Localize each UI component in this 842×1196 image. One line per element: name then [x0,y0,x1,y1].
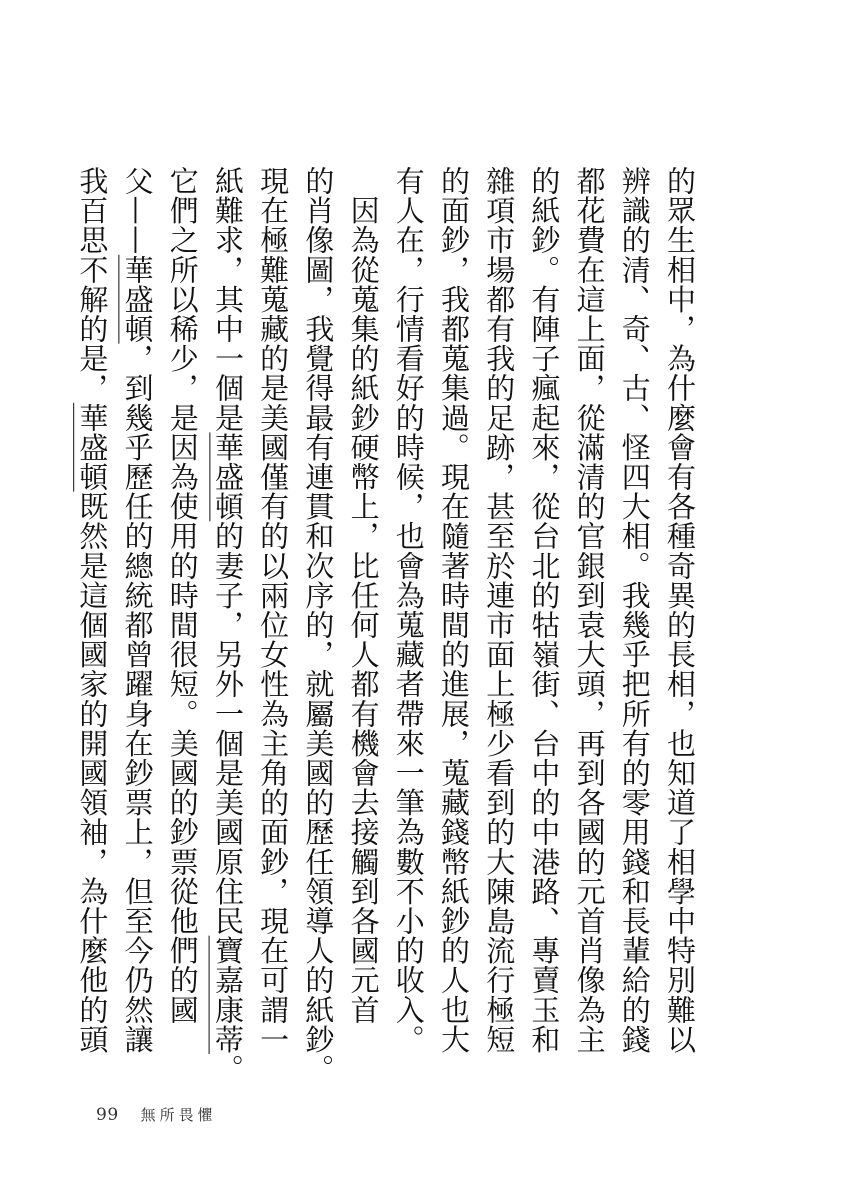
proper-noun: 華盛頓 [210,432,245,522]
text-segment: 都花費在這上面，從滿清的官銀到袁大頭，再到各國的元首肖像為主 [572,166,607,1054]
proper-noun: 寶嘉康蒂 [210,935,245,1055]
text-column [431,166,476,1054]
text-column [386,166,431,1054]
text-segment: ，到幾乎歷任的總統都曾躍身在鈔票上，但至今仍然讓 [120,343,155,1055]
text-segment: 我百思不解的是， [75,166,110,403]
text-segment: 有人在，行情看好的時候，也會為蒐藏者帶來一筆為數不小的收入。 [391,166,426,1054]
text-column [657,166,702,1054]
text-segment: 因為從蒐集的紙鈔硬幣上，比任何人都有機會去接觸到各國元首 [346,166,381,1025]
text-column [205,166,250,1084]
text-segment: 的眾生相中，為什麼會有各種奇異的長相，也知道了相學中特別難以 [663,166,697,1054]
text-segment: 的紙鈔。有陣子瘋起來，從台北的牯嶺街、台中的中港路、專賣玉和 [527,166,562,1054]
text-segment: 的妻子，另外一個是美國原住民 [210,521,245,936]
text-segment: 的肖像圖，我覺得最有連貫和次序的，就屬美國的歷任領導人的紙鈔。 [301,166,336,1084]
text-column [566,166,611,1054]
vertical-text-body [75,166,702,1084]
page-number: 99 [96,1105,119,1125]
text-segment: 現在極難蒐藏的是美國僅有的以兩位女性為主角的面鈔，現在可謂一 [256,166,291,1054]
text-column [340,166,385,1025]
text-column [114,166,159,1055]
text-segment: 辨識的清、奇、古、怪四大相。我幾乎把所有的零用錢和長輩給的錢 [617,166,652,1054]
text-segment: 既然是這個國家的開國領袖，為什麼他的頭 [75,491,110,1055]
proper-noun: 華盛頓 [120,254,155,344]
text-column [250,166,295,1054]
text-column [295,166,340,1084]
page-footer [96,1104,217,1128]
text-segment: 它們之所以稀少，是因為使用的時間很短。美國的鈔票從他們的國 [165,166,200,1025]
text-column [160,166,205,1025]
text-segment: 紙難求，其中一個是 [210,166,245,433]
book-title: 無所畏懼 [140,1106,217,1124]
text-segment: 的面鈔，我都蒐集過。現在隨著時間的進展，蒐藏錢幣紙鈔的人也大 [436,166,471,1054]
text-column [612,166,657,1054]
proper-noun: 華盛頓 [75,402,110,492]
text-column [521,166,566,1054]
text-segment: 父—— [120,166,155,255]
text-segment: 雜項市場都有我的足跡，甚至於連市面上極少看到的大陳島流行極短 [482,166,517,1054]
text-column [476,166,521,1054]
text-segment: 。 [210,1054,245,1084]
text-column [69,166,114,1055]
